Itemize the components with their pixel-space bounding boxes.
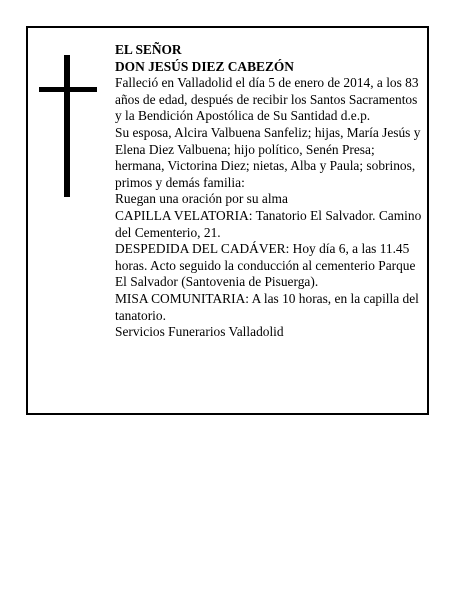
death-announcement: Falleció en Valladolid el día 5 de enero de 2014, a los 83 años de edad, después de recibir los Santos Sacramentos y la Bendición Apostólica de Su Santidad d.e.p. — [115, 75, 419, 124]
cross-vertical-bar — [64, 55, 70, 197]
cross-horizontal-bar — [39, 87, 97, 92]
prayer-request: Ruegan una oración por su alma — [115, 191, 288, 207]
mass-info: MISA COMUNITARIA: A las 10 horas, en la capilla del tanatorio. — [115, 290, 419, 323]
notice-heading-title: EL SEÑOR — [115, 42, 182, 57]
latin-cross-icon — [39, 55, 97, 197]
obituary-text — [115, 42, 425, 341]
funeral-services-name: Servicios Funerarios Valladolid — [115, 324, 284, 340]
wake-chapel-info: CAPILLA VELATORIA: Tanatorio El Salvador. Camino del Cementerio, 21. — [115, 207, 422, 240]
farewell-info: DESPEDIDA DEL CADÁVER: Hoy día 6, a las 11.45 horas. Acto seguido la conducción al cementerio Parque El Salvador (Santovenia de Pisuerga). — [115, 241, 416, 290]
obituary-notice-frame — [26, 26, 429, 415]
family-list: Su esposa, Alcira Valbuena Sanfeliz; hijas, María Jesús y Elena Diez Valbuena; hijo político, Senén Presa; hermana, Victorina Diez; nietas, Alba y Paula; sobrinos, primos y demás familia: — [115, 124, 421, 190]
deceased-name: DON JESÚS DIEZ CABEZÓN — [115, 58, 294, 74]
